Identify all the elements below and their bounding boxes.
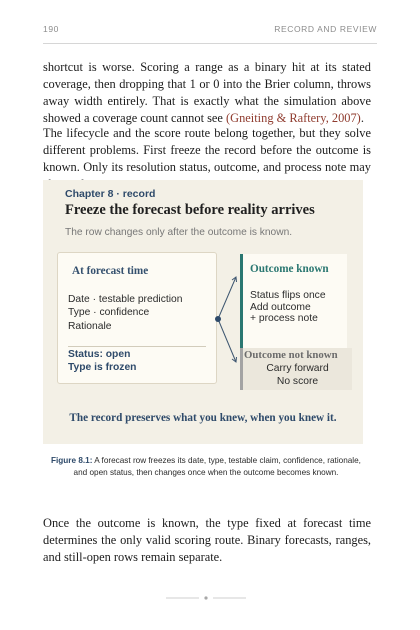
citation-link[interactable]: (Gneiting & Raftery, 2007) bbox=[226, 111, 361, 125]
branch-connector bbox=[211, 275, 243, 365]
forecast-time-card bbox=[57, 252, 217, 384]
paragraph-1 bbox=[43, 59, 371, 127]
figure-panel bbox=[43, 180, 363, 444]
paragraph-3: Once the outcome is known, the type fixed at forecast time determines the only valid scoring route. Binary forecasts, ranges, and still-open rows remain separate. bbox=[43, 516, 371, 564]
paragraph-2: The lifecycle and the score route belong together, but they solve different problems. First freeze the record before the outcome is known. Only its resolution status, outcome, and process note may bbox=[43, 126, 371, 174]
outcome-unknown-line: No score bbox=[276, 375, 319, 387]
outcome-known-line: + process note bbox=[250, 313, 318, 325]
running-title: RECORD AND REVIEW bbox=[274, 24, 377, 34]
figure-caption bbox=[48, 455, 364, 479]
caption-text: A forecast row freezes its date, type, testable claim, confidence, rationale, and open status, then changes once when the outcome becomes known. bbox=[73, 456, 361, 477]
outcome-known-line: Status flips once bbox=[250, 290, 326, 301]
arrow-to-known bbox=[218, 277, 236, 319]
forecast-field: Date · testable prediction bbox=[68, 294, 183, 305]
paragraph-1-text: shortcut is worse. Scoring a range as a binary hit at its stated coverage, then dropping that 1 or 0 into the Brier column, throws away width entirely. That is exactly what the simulation above showed a coverage count cannot see bbox=[43, 60, 371, 125]
outcome-known-card bbox=[240, 254, 347, 350]
branch-dot bbox=[215, 316, 221, 322]
status-block bbox=[68, 349, 136, 374]
figure-footer: The record preserves what you knew, when you knew it. bbox=[69, 412, 337, 424]
forecast-field: Rationale bbox=[68, 320, 112, 332]
figure-kicker: Chapter 8 · record bbox=[65, 188, 156, 200]
figure-subtitle: The row changes only after the outcome is known. bbox=[65, 227, 293, 238]
status-line: Status: open bbox=[68, 349, 131, 360]
forecast-time-heading: At forecast time bbox=[72, 265, 149, 277]
outcome-unknown-heading: Outcome not known bbox=[244, 349, 338, 361]
outcome-known-line: Add outcome bbox=[250, 301, 311, 313]
outcome-known-heading: Outcome known bbox=[250, 263, 329, 275]
page-number: 190 bbox=[43, 24, 59, 34]
ornament-dot bbox=[204, 596, 207, 599]
outcome-known-lines bbox=[250, 290, 326, 325]
header-rule bbox=[43, 43, 377, 44]
outcome-unknown-card bbox=[240, 348, 352, 390]
page-ornament bbox=[166, 593, 246, 603]
card-divider bbox=[68, 346, 206, 347]
paragraph-1-end: . bbox=[360, 111, 364, 125]
outcome-unknown-line: Carry forward bbox=[266, 363, 329, 374]
forecast-field: Type · confidence bbox=[68, 307, 150, 319]
outcome-unknown-lines bbox=[243, 363, 352, 388]
forecast-fields bbox=[68, 293, 182, 333]
figure-title: Freeze the forecast before reality arrives bbox=[65, 202, 315, 218]
status-line: Type is frozen bbox=[68, 361, 137, 373]
arrow-to-unknown bbox=[218, 319, 236, 362]
caption-label: Figure 8.1: bbox=[51, 456, 93, 465]
